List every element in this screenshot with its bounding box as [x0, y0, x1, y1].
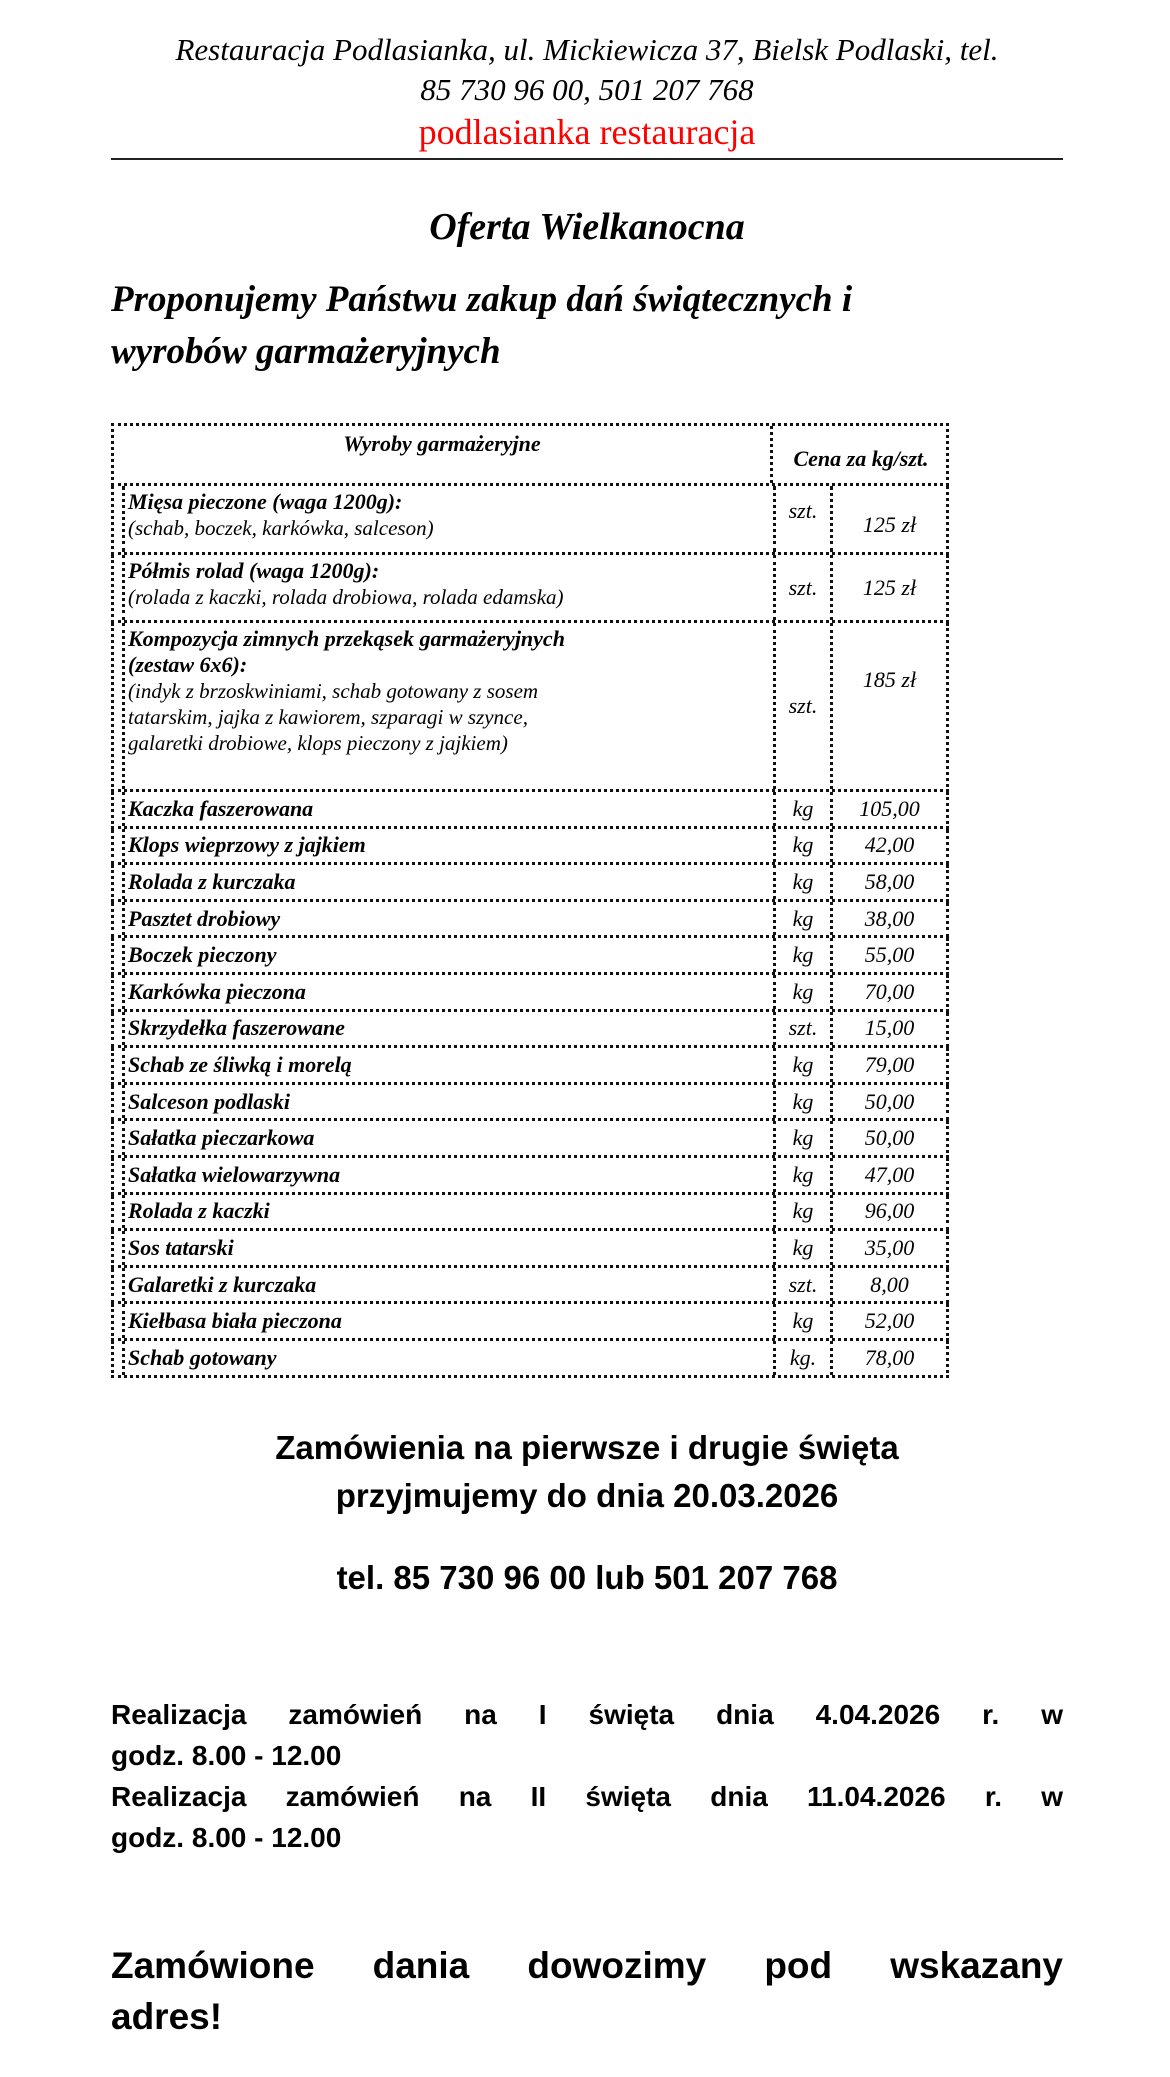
product-cell — [128, 902, 768, 936]
unit-cell: szt. — [773, 1012, 833, 1046]
unit-cell: szt. — [773, 1268, 833, 1302]
unit-cell: kg — [773, 865, 833, 899]
table-row — [111, 1012, 949, 1049]
product-name: Karkówka pieczona — [128, 978, 306, 1004]
product-cell — [128, 975, 768, 1009]
unit-cell: szt. — [773, 486, 833, 552]
unit-cell: szt. — [773, 555, 833, 620]
price-cell: 50,00 — [864, 1125, 915, 1151]
restaurant-phones: 85 730 96 00, 501 207 768 — [420, 72, 754, 107]
unit-cell: kg — [773, 975, 833, 1009]
column-header-products: Wyroby garmażeryjne — [114, 426, 773, 483]
product-name: Sałatka pieczarkowa — [128, 1125, 315, 1151]
fulfillment-first-hours: godz. 8.00 - 12.00 — [111, 1740, 342, 1771]
order-deadline-line: Zamówienia na pierwsze i drugie święta — [275, 1429, 899, 1466]
product-name: Skrzydełka faszerowane — [128, 1015, 345, 1041]
product-cell — [128, 1012, 768, 1046]
unit-cell: kg — [773, 1231, 833, 1265]
product-description: (indyk z brzoskwiniami, schab gotowany z sosem — [128, 679, 539, 703]
unit-cell: kg — [773, 792, 833, 826]
product-cell — [128, 792, 768, 826]
product-cell — [128, 1048, 768, 1082]
unit-cell: kg — [773, 1085, 833, 1119]
price-cell: 47,00 — [864, 1161, 915, 1187]
price-cell: 8,00 — [870, 1271, 909, 1297]
order-deadline — [111, 1424, 1063, 1520]
unit-cell: szt. — [773, 623, 833, 789]
unit-cell: kg — [773, 1158, 833, 1192]
price-cell: 125 zł — [862, 512, 917, 537]
product-cell — [128, 865, 768, 899]
product-cell — [128, 1231, 768, 1265]
price-cell: 42,00 — [864, 832, 915, 858]
table-row — [111, 486, 949, 555]
unit-cell: kg — [773, 1121, 833, 1155]
table-row — [111, 829, 949, 866]
offer-intro-line: Proponujemy Państwu zakup dań świątecznych i — [111, 279, 853, 320]
product-name: Schab ze śliwką i morelą — [128, 1051, 352, 1077]
unit-cell: kg — [773, 1195, 833, 1229]
fulfillment-first-date: Realizacja zamówień na I święta dnia 4.04.2026 r. w — [111, 1699, 1063, 1730]
product-name: Sałatka wielowarzywna — [128, 1161, 341, 1187]
header-divider — [111, 158, 1063, 160]
offer-intro — [111, 274, 1063, 378]
product-cell — [128, 829, 768, 863]
price-cell: 52,00 — [864, 1308, 915, 1334]
product-cell — [128, 1268, 768, 1302]
product-name: Sos tatarski — [128, 1234, 234, 1260]
restaurant-address: Restauracja Podlasianka, ul. Mickiewicza 37, Bielsk Podlaski, tel. — [175, 32, 999, 67]
table-row — [111, 1121, 949, 1158]
table-header — [111, 423, 949, 486]
delivery-line: Zamówione dania dowozimy pod wskazany — [111, 1945, 1063, 1986]
price-cell: 125 zł — [862, 574, 917, 600]
unit-cell: kg. — [773, 1341, 833, 1375]
price-cell: 185 zł — [862, 667, 917, 692]
price-cell: 38,00 — [864, 905, 915, 931]
price-cell: 58,00 — [864, 868, 915, 894]
unit-cell: kg — [773, 1048, 833, 1082]
product-name: Półmis rolad (waga 1200g): — [128, 558, 380, 583]
page-title: Oferta Wielkanocna — [429, 206, 745, 248]
product-name: Rolada z kurczaka — [128, 868, 296, 894]
order-deadline-line: przyjmujemy do dnia 20.03.2026 — [335, 1477, 839, 1514]
price-cell: 96,00 — [864, 1198, 915, 1224]
price-cell: 70,00 — [864, 978, 915, 1004]
delivery-line: adres! — [111, 1996, 223, 2037]
table-row — [111, 1195, 949, 1232]
product-name: Pasztet drobiowy — [128, 905, 281, 931]
fulfillment-second-hours: godz. 8.00 - 12.00 — [111, 1822, 342, 1853]
product-cell — [128, 1304, 768, 1338]
unit-cell: kg — [773, 829, 833, 863]
product-cell — [128, 623, 768, 789]
product-description: tatarskim, jajka z kawiorem, szparagi w szynce, — [128, 705, 528, 729]
product-description: (schab, boczek, karkówka, salceson) — [128, 516, 434, 540]
product-name: Salceson podlaski — [128, 1088, 290, 1114]
product-cell — [128, 938, 768, 972]
offer-intro-line: wyrobów garmażeryjnych — [111, 331, 501, 372]
product-name: Kiełbasa biała pieczona — [128, 1308, 342, 1334]
table-row — [111, 975, 949, 1012]
price-cell: 35,00 — [864, 1234, 915, 1260]
price-cell: 50,00 — [864, 1088, 915, 1114]
column-header-price: Cena za kg/szt. — [793, 445, 929, 471]
product-cell — [128, 1085, 768, 1119]
product-cell — [128, 555, 768, 620]
price-cell: 55,00 — [864, 942, 915, 968]
product-cell — [128, 1195, 768, 1229]
unit-cell: kg — [773, 1304, 833, 1338]
price-cell: 105,00 — [859, 795, 920, 821]
table-row — [111, 938, 949, 975]
order-phone: tel. 85 730 96 00 lub 501 207 768 — [336, 1559, 838, 1596]
price-cell: 15,00 — [864, 1015, 915, 1041]
table-row — [111, 1048, 949, 1085]
price-cell: 79,00 — [864, 1051, 915, 1077]
table-row — [111, 555, 949, 623]
product-name: Kompozycja zimnych przekąsek garmażeryjnych — [128, 626, 565, 651]
table-row — [111, 1304, 949, 1341]
product-description: galaretki drobiowe, klops pieczony z jajkiem) — [128, 731, 508, 755]
product-name: Kaczka faszerowana — [128, 795, 314, 821]
product-name: Boczek pieczony — [128, 942, 277, 968]
table-row — [111, 865, 949, 902]
table-row — [111, 1341, 949, 1378]
product-cell — [128, 1121, 768, 1155]
product-name: Galaretki z kurczaka — [128, 1271, 317, 1297]
product-name: Klops wieprzowy z jajkiem — [128, 832, 366, 858]
product-name: Rolada z kaczki — [128, 1198, 270, 1224]
table-row — [111, 623, 949, 792]
product-name: Mięsa pieczone (waga 1200g): — [128, 489, 403, 514]
product-cell — [128, 1158, 768, 1192]
product-name-continued: (zestaw 6x6): — [128, 652, 248, 677]
table-row — [111, 1231, 949, 1268]
table-row — [111, 902, 949, 939]
fulfillment-info — [111, 1694, 1063, 1858]
table-row — [111, 1268, 949, 1305]
delivery-notice — [111, 1940, 1063, 2042]
unit-cell: kg — [773, 902, 833, 936]
restaurant-brand: podlasianka restauracja — [418, 112, 756, 152]
product-description: (rolada z kaczki, rolada drobiowa, rolada edamska) — [128, 585, 564, 609]
price-table — [111, 423, 949, 1378]
table-row — [111, 1085, 949, 1122]
table-row — [111, 1158, 949, 1195]
price-cell: 78,00 — [864, 1344, 915, 1370]
unit-cell: kg — [773, 938, 833, 972]
product-cell — [128, 1341, 768, 1375]
fulfillment-second-date: Realizacja zamówień na II święta dnia 11.04.2026 r. w — [111, 1781, 1063, 1812]
product-name: Schab gotowany — [128, 1344, 277, 1370]
product-cell — [128, 486, 768, 552]
table-row — [111, 792, 949, 829]
